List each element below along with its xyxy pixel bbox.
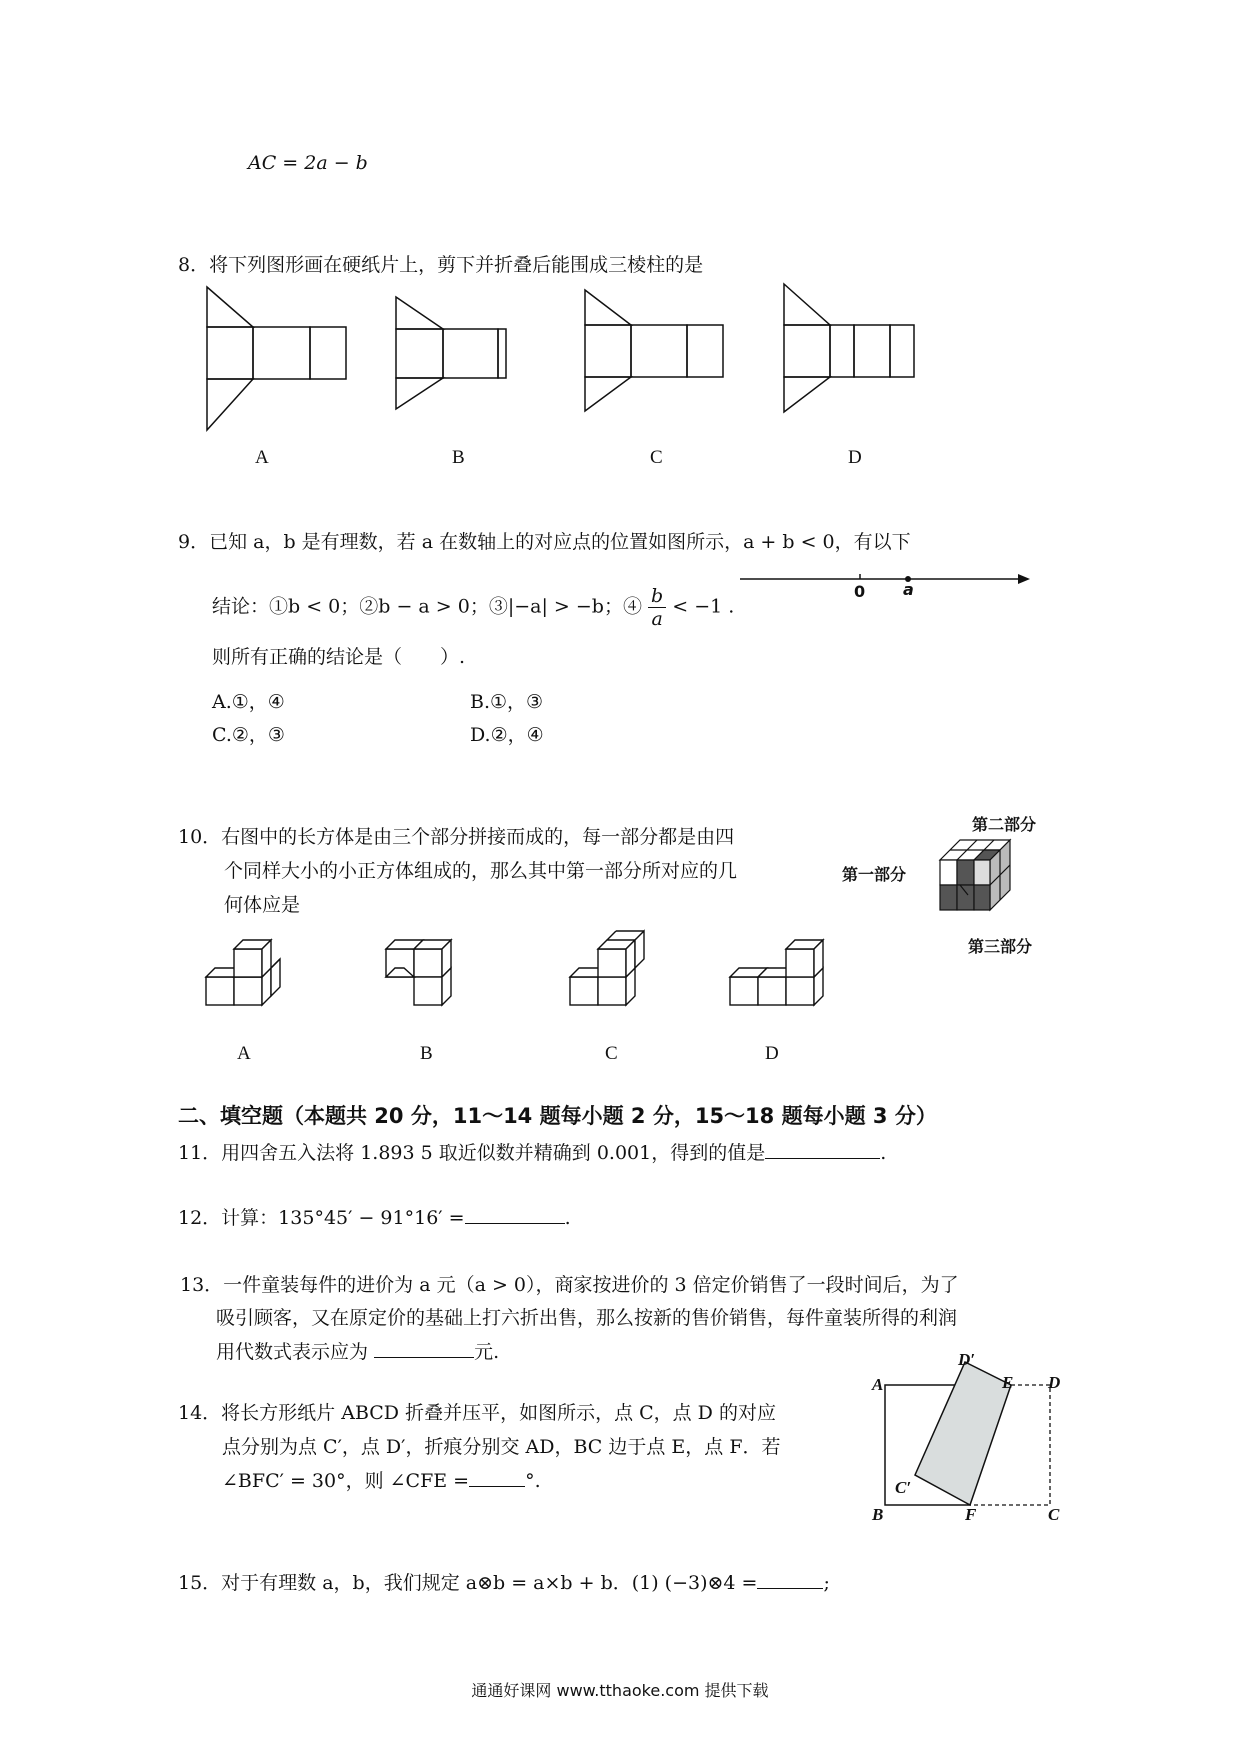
q9-fraction <box>648 585 666 630</box>
q10-option-c: C <box>605 1043 618 1064</box>
q14-label-c: C <box>1048 1505 1060 1524</box>
q14-answer-blank[interactable] <box>469 1468 525 1487</box>
q13-line1: 13．一件童装每件的进价为 a 元（a > 0），商家按进价的 3 倍定价销售了一段时间后，为了 <box>180 1274 959 1296</box>
q9-axis-zero: 0 <box>854 582 866 601</box>
q13-tail: 元. <box>474 1341 500 1363</box>
q10-line2: 个同样大小的小正方体组成的，那么其中第一部分所对应的几 <box>224 860 738 882</box>
q9-frac-num: b <box>648 585 666 608</box>
q12-tail: . <box>564 1207 571 1229</box>
q9-axis-a: a <box>903 580 914 599</box>
q10-option-c-shape <box>570 931 644 1005</box>
q14-label-d: D <box>1048 1373 1061 1392</box>
q14-label-e: E <box>1002 1373 1014 1392</box>
q13-line3-text: 用代数式表示应为 <box>216 1341 369 1363</box>
q11-answer-blank[interactable] <box>765 1140 880 1159</box>
q12 <box>178 1203 571 1230</box>
q8-net-d <box>784 284 914 412</box>
q14-label-c-prime: C′ <box>895 1478 912 1497</box>
q15-tail: ; <box>823 1572 830 1594</box>
q11-text: 11．用四舍五入法将 1.893 5 取近似数并精确到 0.001，得到的值是 <box>178 1142 766 1164</box>
q8-net-a <box>207 287 346 430</box>
q9-choice-b: B.①，③ <box>470 691 544 713</box>
q14-line3-text: ∠BFC′ = 30°，则 ∠CFE = <box>222 1470 470 1492</box>
q8-net-c <box>585 290 723 411</box>
q13-line3 <box>216 1337 499 1364</box>
q10-option-a: A <box>237 1043 251 1064</box>
page-footer: 通通好课网 www.tthaoke.com 提供下载 <box>471 1681 769 1700</box>
q9-number-line <box>740 565 1030 605</box>
q10-option-d: D <box>765 1043 779 1064</box>
q10-part2-label: 第二部分 <box>972 815 1037 834</box>
q14-line2: 点分别为点 C′，点 D′，折痕分别交 AD，BC 边于点 E，点 F．若 <box>222 1436 781 1458</box>
q8-option-d: D <box>848 447 862 468</box>
q9-line2 <box>212 585 734 630</box>
q9-choice-c: C.②，③ <box>212 724 285 746</box>
q14-tail: °. <box>525 1470 541 1492</box>
q8-option-a: A <box>255 447 269 468</box>
q15-answer-blank[interactable] <box>757 1570 823 1589</box>
q8-text: 8．将下列图形画在硬纸片上，剪下并折叠后能围成三棱柱的是 <box>178 254 704 276</box>
q10-part3-label: 第三部分 <box>968 937 1033 956</box>
q10-option-d-shape <box>730 940 823 1005</box>
q10-cuboid-figure <box>930 835 1050 935</box>
q14-line3 <box>222 1466 541 1493</box>
q9-conclusions: 结论：①b < 0；②b − a > 0；③|−a| > −b；④ <box>212 595 642 618</box>
q10-option-b: B <box>420 1043 433 1064</box>
q10-option-b-shape <box>386 940 451 1005</box>
q9-line3: 则所有正确的结论是（ ）. <box>212 646 466 668</box>
q10-part1-label: 第一部分 <box>842 865 907 884</box>
q9-choice-a: A.①，④ <box>212 691 285 713</box>
q9-frac-tail: < −1 . <box>672 595 735 618</box>
q8-option-b: B <box>452 447 465 468</box>
q10-option-a-shape <box>206 940 280 1005</box>
q11-tail: . <box>880 1142 887 1164</box>
q14-fold-figure <box>870 1350 1070 1530</box>
q9-frac-den: a <box>651 608 663 630</box>
q12-text: 12．计算：135°45′ − 91°16′ = <box>178 1207 465 1229</box>
q15 <box>178 1568 830 1595</box>
q10-line3: 何体应是 <box>224 894 301 916</box>
q12-answer-blank[interactable] <box>465 1205 565 1224</box>
q9-choice-d: D.②，④ <box>470 724 544 746</box>
q10-line1: 10．右图中的长方体是由三个部分拼接而成的，每一部分都是由四 <box>178 826 735 848</box>
q10-options-figure <box>200 920 850 1020</box>
q14-line1: 14．将长方形纸片 ABCD 折叠并压平，如图所示，点 C，点 D 的对应 <box>178 1402 776 1424</box>
q14-label-d-prime: D′ <box>958 1350 976 1369</box>
q8-net-b <box>396 297 506 409</box>
q14-label-b: B <box>872 1505 884 1524</box>
q13-answer-blank[interactable] <box>374 1339 474 1358</box>
q11 <box>178 1138 886 1165</box>
q8-nets-figure <box>190 280 950 440</box>
section-2-heading: 二、填空题（本题共 20 分，11～14 题每小题 2 分，15～18 题每小题 3 分） <box>178 1104 937 1128</box>
q14-label-a: A <box>872 1375 884 1394</box>
q9-line1: 9．已知 a，b 是有理数，若 a 在数轴上的对应点的位置如图所示，a + b < 0，有以下 <box>178 531 911 553</box>
q15-text: 15．对于有理数 a，b，我们规定 a⊗b = a×b + b．(1) (−3)⊗4 = <box>178 1572 758 1594</box>
q8-option-c: C <box>650 447 663 468</box>
q14-label-f: F <box>965 1505 977 1524</box>
top-formula: AC = 2a − b <box>248 152 368 174</box>
q13-line2: 吸引顾客，又在原定价的基础上打六折出售，那么按新的售价销售，每件童装所得的利润 <box>216 1307 958 1329</box>
